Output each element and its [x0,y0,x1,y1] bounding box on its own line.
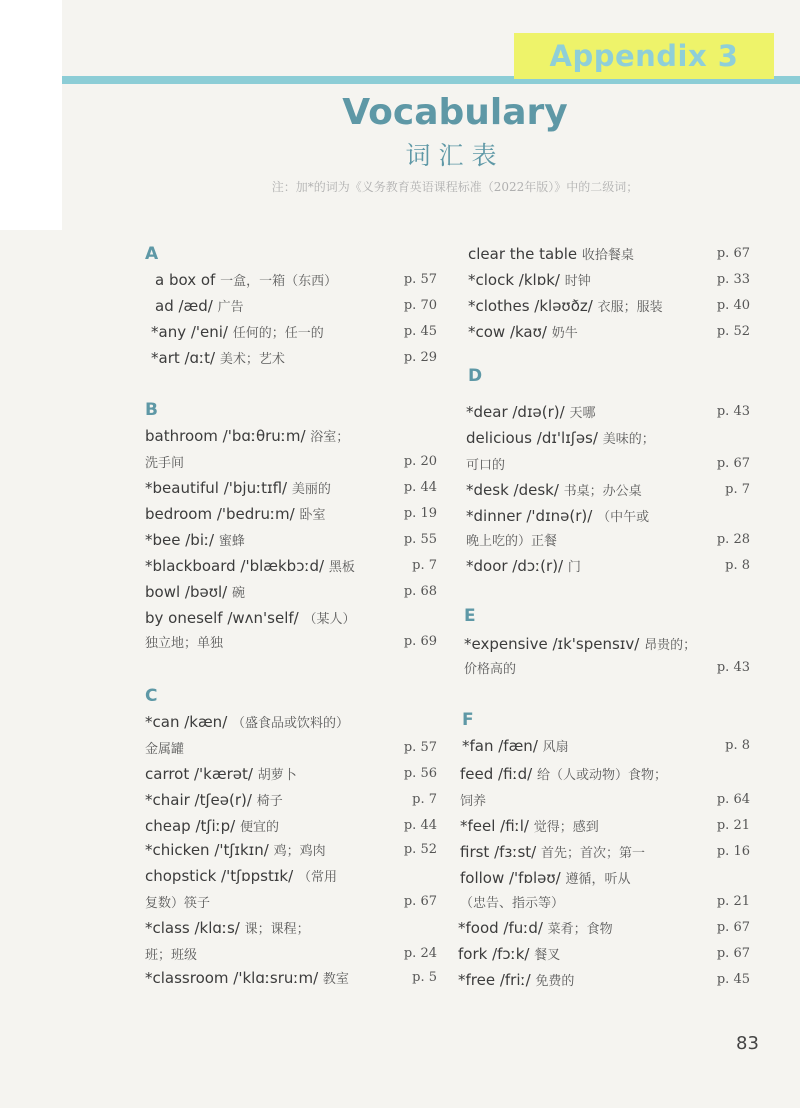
entry-word: bowl /bəʊl/ [145,583,232,601]
entry-word: cheap /tʃiːp/ [145,817,241,835]
section-letter-c: C [145,686,158,706]
entry-meaning: 美术；艺术 [219,352,285,367]
entry-word: *can /kæn/ [145,713,233,731]
entry-word: *expensive /ɪk'spensɪv/ [464,635,645,653]
page-number: 83 [736,1033,759,1054]
entry-word: *free /friː/ [458,971,536,989]
entry-meaning: 浴室； [310,430,350,445]
vocab-entry [458,734,750,758]
entry-word: *bee /biː/ [145,531,219,549]
entry-word: *clothes /kləʊðz/ [468,297,598,315]
entry-page: p. 7 [412,558,437,573]
entry-word: carrot /'kærət/ [145,765,258,783]
entry-word: *food /fuːd/ [458,919,548,937]
vocab-entry [145,320,437,344]
entry-page: p. 28 [716,532,750,547]
entry-page: p. 43 [716,660,750,675]
entry-word: chopstick /'tʃɒpstɪk/ [145,867,298,885]
entry-meaning-cont: 价格高的 [464,662,517,677]
entry-meaning-cont: 晚上吃的）正餐 [466,534,558,549]
section-letter-b: B [145,400,158,420]
entry-meaning: 任何的；任一的 [232,326,324,341]
entry-page: p. 67 [403,894,437,909]
entry-meaning: 风扇 [542,740,569,755]
vocab-entry [458,400,750,424]
entry-page: p. 69 [403,634,437,649]
page-title: Vocabulary [342,92,568,133]
entry-page: p. 8 [725,558,750,573]
appendix-label: Appendix 3 [549,39,739,73]
entry-meaning: 衣服；服装 [597,300,663,315]
vocab-entry [458,632,750,656]
entry-word: *chicken /'tʃɪkɪn/ [145,841,274,859]
entry-word: a box of [155,271,221,289]
vocab-entry [145,528,437,552]
entry-meaning: 课；课程； [244,922,310,937]
entry-word: *fan /fæn/ [462,737,543,755]
vocab-entry [458,554,750,578]
entry-page: p. 52 [716,324,750,339]
vocab-entry [145,554,437,578]
appendix-label-box [514,33,774,79]
entry-meaning: 首先；首次；第一 [540,846,645,861]
vocab-entry [145,476,437,500]
vocab-entry-continued [458,788,750,812]
vocab-entry [458,942,750,966]
vocab-entry-continued [458,528,750,552]
entry-page: p. 19 [403,506,437,521]
vocab-entry [145,838,437,862]
entry-word: fork /fɔːk/ [458,945,535,963]
vocab-entry [145,424,437,448]
vocab-entry [145,346,437,370]
entry-page: p. 44 [403,480,437,495]
entry-word: *dinner /'dɪnə(r)/ [466,507,598,525]
vocab-entry [145,710,437,734]
vocab-entry [458,268,750,292]
vocab-entry [145,788,437,812]
entry-meaning: （盛食品或饮料的） [232,716,350,731]
entry-page: p. 70 [403,298,437,313]
vocab-entry [145,814,437,838]
vocab-entry [458,294,750,318]
entry-meaning: 广告 [217,300,244,315]
entry-meaning: 菜肴；食物 [547,922,613,937]
entry-word: bathroom /'bɑːθruːm/ [145,427,311,445]
entry-word: *feel /fiːl/ [460,817,534,835]
entry-page: p. 57 [403,740,437,755]
vocab-entry [145,916,437,940]
entry-meaning: 给（人或动物）食物； [536,768,667,783]
entry-meaning: 胡萝卜 [257,768,297,783]
entry-meaning: 收拾餐桌 [581,248,634,263]
entry-meaning: 遵循，听从 [565,872,631,887]
entry-word: *chair /tʃeə(r)/ [145,791,257,809]
entry-meaning: 美味的； [602,432,655,447]
vocab-entry-continued [145,450,437,474]
entry-meaning: 奶牛 [551,326,578,341]
entry-page: p. 55 [403,532,437,547]
vocab-entry [458,866,750,890]
entry-meaning: 美丽的 [291,482,331,497]
section-letter-e: E [464,606,476,626]
entry-word: *desk /desk/ [466,481,564,499]
entry-page: p. 40 [716,298,750,313]
entry-page: p. 21 [716,818,750,833]
vocab-entry [145,580,437,604]
vocab-entry [145,606,437,630]
entry-page: p. 7 [412,792,437,807]
vocab-entry [458,840,750,864]
vocabulary-note: 注：加*的词为《义务教育英语课程标准（2022年版）》中的二级词； [271,180,639,194]
entry-meaning-cont: （忠告、指示等） [460,896,565,911]
entry-meaning: 门 [567,560,581,575]
entry-meaning-cont: 金属罐 [145,742,185,757]
entry-meaning: 黑板 [328,560,355,575]
entry-word: *clock /klɒk/ [468,271,565,289]
entry-word: *class /klɑːs/ [145,919,245,937]
entry-word: *art /ɑːt/ [151,349,220,367]
entry-page: p. 33 [716,272,750,287]
entry-word: ad /æd/ [155,297,218,315]
entry-page: p. 68 [403,584,437,599]
section-letter-d: D [468,366,483,386]
entry-meaning: 蜜蜂 [218,534,245,549]
entry-meaning: 一盒，一箱（东西） [220,274,338,289]
vocab-entry [458,916,750,940]
entry-page: p. 44 [403,818,437,833]
vocab-entry [458,426,750,450]
entry-meaning: 觉得；感到 [533,820,599,835]
entry-word: *any /'eni/ [151,323,233,341]
vocab-entry-continued [145,630,437,654]
entry-page: p. 8 [725,738,750,753]
entry-word: *beautiful /'bjuːtɪfl/ [145,479,292,497]
entry-meaning: 天哪 [569,406,596,421]
entry-meaning-cont: 独立地；单独 [145,636,224,651]
entry-page: p. 64 [716,792,750,807]
entry-word: follow /'fɒləʊ/ [460,869,566,887]
entry-word: clear the table [468,245,582,263]
entry-page: p. 67 [716,456,750,471]
vocab-entry [458,762,750,786]
entry-meaning: 椅子 [256,794,283,809]
entry-meaning-cont: 洗手间 [145,456,185,471]
entry-meaning: 书桌；办公桌 [563,484,642,499]
entry-meaning: （中午或 [597,510,650,525]
entry-word: first /fɜːst/ [460,843,541,861]
entry-meaning: （常用 [297,870,337,885]
entry-word: *dear /dɪə(r)/ [466,403,570,421]
entry-meaning: 时钟 [564,274,591,289]
vocab-entry-continued [145,736,437,760]
entry-page: p. 16 [716,844,750,859]
vocab-entry-continued [458,656,750,680]
entry-page: p. 5 [412,970,437,985]
vocab-entry [145,502,437,526]
vocab-entry [145,762,437,786]
entry-page: p. 7 [725,482,750,497]
vocab-entry-continued [458,890,750,914]
vocab-entry [458,968,750,992]
entry-meaning-cont: 饲养 [460,794,487,809]
vocab-entry [458,814,750,838]
entry-page: p. 52 [403,842,437,857]
entry-meaning: 餐叉 [534,948,561,963]
entry-meaning: （某人） [303,612,356,627]
vocab-entry [145,864,437,888]
section-letter-a: A [145,244,159,264]
entry-word: bedroom /'bedruːm/ [145,505,300,523]
vocab-entry [145,294,437,318]
entry-word: delicious /dɪ'lɪʃəs/ [466,429,603,447]
entry-page: p. 57 [403,272,437,287]
vocab-entry [145,268,437,292]
entry-page: p. 67 [716,920,750,935]
entry-meaning: 昂贵的； [644,638,697,653]
vocab-entry-continued [458,452,750,476]
entry-meaning: 鸡；鸡肉 [273,844,326,859]
entry-meaning-cont: 班；班级 [145,948,198,963]
vocab-entry-continued [145,942,437,966]
entry-meaning-cont: 复数）筷子 [145,896,211,911]
entry-word: by oneself /wʌn'self/ [145,609,304,627]
entry-page: p. 67 [716,246,750,261]
entry-page: p. 20 [403,454,437,469]
entry-page: p. 21 [716,894,750,909]
entry-meaning: 便宜的 [240,820,280,835]
entry-meaning: 卧室 [299,508,326,523]
entry-page: p. 24 [403,946,437,961]
vocab-entry [458,504,750,528]
entry-page: p. 45 [716,972,750,987]
entry-word: feed /fiːd/ [460,765,537,783]
entry-word: *cow /kaʊ/ [468,323,552,341]
entry-page: p. 29 [403,350,437,365]
vocab-entry [458,478,750,502]
entry-meaning: 教室 [322,972,349,987]
vocab-entry [458,320,750,344]
entry-meaning: 碗 [231,586,245,601]
entry-meaning: 免费的 [535,974,575,989]
entry-word: *door /dɔː(r)/ [466,557,568,575]
section-letter-f: F [462,710,474,730]
vocab-entry-continued [145,890,437,914]
entry-word: *classroom /'klɑːsruːm/ [145,969,323,987]
vocab-entry [458,242,750,266]
entry-page: p. 67 [716,946,750,961]
entry-meaning-cont: 可口的 [466,458,506,473]
vocab-entry [145,966,437,990]
entry-page: p. 56 [403,766,437,781]
entry-page: p. 43 [716,404,750,419]
entry-word: *blackboard /'blækbɔːd/ [145,557,329,575]
entry-page: p. 45 [403,324,437,339]
page-subtitle: 词汇表 [405,141,505,170]
